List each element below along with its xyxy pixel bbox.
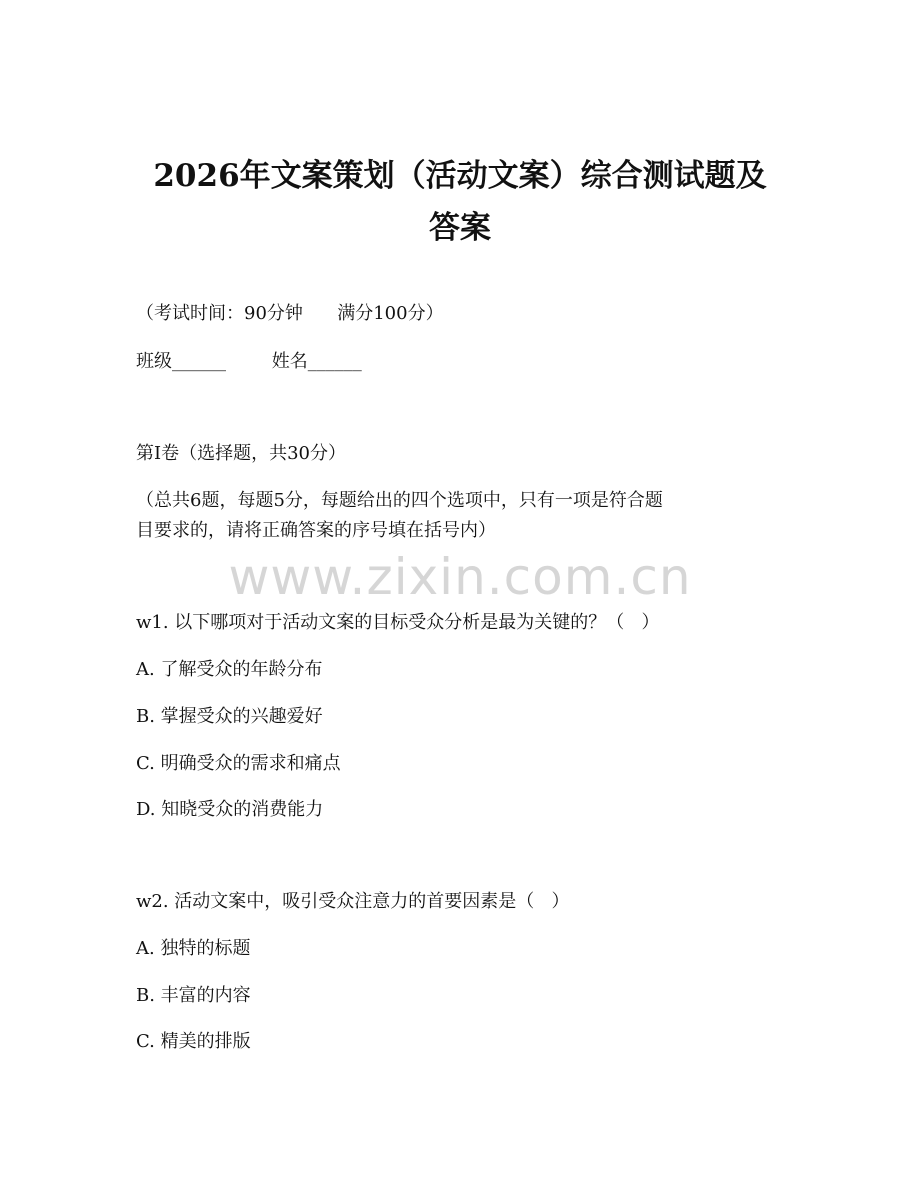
question-1-option-c: C. 明确受众的需求和痛点 [136, 753, 341, 774]
question-1-option-b: B. 掌握受众的兴趣爱好 [136, 706, 323, 727]
title-line-2: 答案 [429, 210, 491, 246]
instructions-line-2: 目要求的，请将正确答案的序号填在括号内） [136, 520, 496, 541]
question-2-stem: w2. 活动文案中，吸引受众注意力的首要因素是（ ） [136, 891, 570, 912]
question-1-option-d: D. 知晓受众的消费能力 [136, 799, 324, 820]
question-1-option-a: A. 了解受众的年龄分布 [136, 659, 323, 680]
question-2-option-c: C. 精美的排版 [136, 1031, 251, 1052]
question-2-option-b: B. 丰富的内容 [136, 985, 251, 1006]
watermark: www.zixin.com.cn [228, 548, 692, 606]
section-title: 第Ⅰ卷（选择题，共30分） [136, 443, 347, 464]
class-name-fields: 班级______ 姓名______ [136, 351, 362, 372]
instructions-line-1: （总共6题，每题5分，每题给出的四个选项中，只有一项是符合题 [136, 490, 663, 511]
question-1-stem: w1. 以下哪项对于活动文案的目标受众分析是最为关键的？（ ） [136, 612, 660, 633]
document-title [0, 150, 920, 254]
exam-info: （考试时间：90分钟 满分100分） [136, 303, 444, 324]
question-2-option-a: A. 独特的标题 [136, 938, 251, 959]
title-line-1: 2026年文案策划（活动文案）综合测试题及 [153, 158, 767, 194]
